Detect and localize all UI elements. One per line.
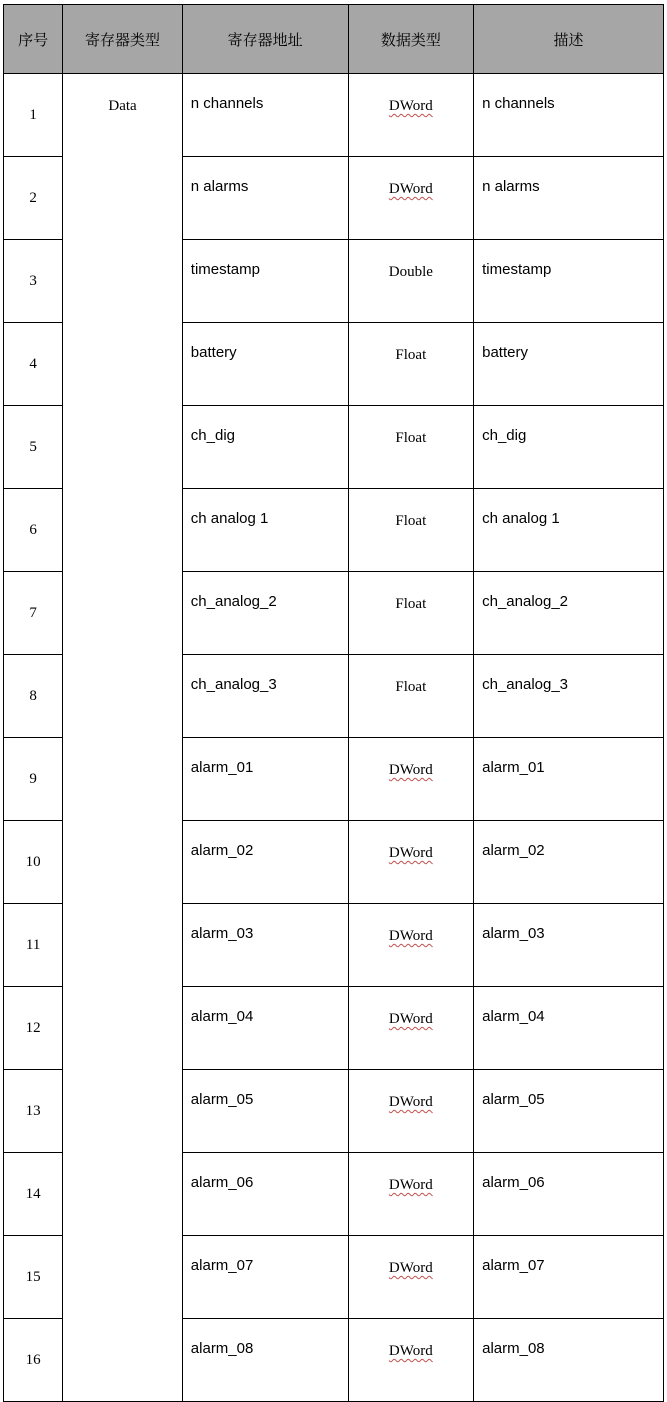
- table-header: [4, 5, 664, 74]
- cell-data-type: [348, 240, 474, 323]
- cell-register-address: alarm_04: [182, 987, 348, 1070]
- cell-register-address: alarm_07: [182, 1236, 348, 1319]
- cell-data-type: [348, 821, 474, 904]
- cell-description: ch_analog_2: [474, 572, 664, 655]
- cell-description: ch_dig: [474, 406, 664, 489]
- cell-register-address: alarm_05: [182, 1070, 348, 1153]
- data-type-text: Double: [388, 264, 433, 280]
- cell-register-address: battery: [182, 323, 348, 406]
- cell-description: alarm_04: [474, 987, 664, 1070]
- cell-register-address: ch_analog_2: [182, 572, 348, 655]
- data-type-text: Float: [395, 679, 427, 695]
- cell-register-address: timestamp: [182, 240, 348, 323]
- cell-data-type: [348, 157, 474, 240]
- data-type-text: DWord: [388, 98, 433, 114]
- data-type-text: DWord: [388, 1177, 433, 1193]
- header-reg-addr: 寄存器地址: [182, 5, 348, 74]
- data-type-text: DWord: [388, 762, 433, 778]
- cell-data-type: [348, 323, 474, 406]
- cell-seq: 1: [4, 74, 63, 157]
- cell-description: alarm_01: [474, 738, 664, 821]
- cell-seq: 7: [4, 572, 63, 655]
- cell-seq: 13: [4, 1070, 63, 1153]
- cell-data-type: [348, 1319, 474, 1402]
- cell-seq: 15: [4, 1236, 63, 1319]
- cell-description: ch analog 1: [474, 489, 664, 572]
- cell-seq: 2: [4, 157, 63, 240]
- cell-register-address: n channels: [182, 74, 348, 157]
- cell-data-type: [348, 74, 474, 157]
- cell-description: alarm_06: [474, 1153, 664, 1236]
- cell-register-address: ch_dig: [182, 406, 348, 489]
- cell-description: alarm_03: [474, 904, 664, 987]
- cell-seq: 3: [4, 240, 63, 323]
- cell-register-address: alarm_08: [182, 1319, 348, 1402]
- cell-seq: 16: [4, 1319, 63, 1402]
- cell-seq: 11: [4, 904, 63, 987]
- cell-register-type: Data: [63, 74, 183, 1402]
- data-type-text: DWord: [388, 181, 433, 197]
- register-table: [3, 4, 664, 1402]
- cell-register-address: n alarms: [182, 157, 348, 240]
- cell-description: alarm_08: [474, 1319, 664, 1402]
- cell-register-address: alarm_02: [182, 821, 348, 904]
- cell-seq: 9: [4, 738, 63, 821]
- cell-description: alarm_07: [474, 1236, 664, 1319]
- data-type-text: Float: [395, 347, 427, 363]
- cell-seq: 8: [4, 655, 63, 738]
- cell-description: ch_analog_3: [474, 655, 664, 738]
- cell-description: timestamp: [474, 240, 664, 323]
- cell-data-type: [348, 904, 474, 987]
- data-type-text: DWord: [388, 1094, 433, 1110]
- cell-description: alarm_05: [474, 1070, 664, 1153]
- data-type-text: DWord: [388, 1260, 433, 1276]
- data-type-text: DWord: [388, 928, 433, 944]
- header-description: 描述: [474, 5, 664, 74]
- cell-seq: 14: [4, 1153, 63, 1236]
- cell-data-type: [348, 406, 474, 489]
- table-row: [4, 74, 664, 157]
- cell-description: n channels: [474, 74, 664, 157]
- header-reg-type: 寄存器类型: [63, 5, 183, 74]
- cell-description: battery: [474, 323, 664, 406]
- cell-register-address: alarm_01: [182, 738, 348, 821]
- cell-data-type: [348, 1070, 474, 1153]
- cell-data-type: [348, 489, 474, 572]
- cell-description: alarm_02: [474, 821, 664, 904]
- cell-register-address: ch_analog_3: [182, 655, 348, 738]
- data-type-text: DWord: [388, 1011, 433, 1027]
- data-type-text: Float: [395, 596, 427, 612]
- cell-register-address: ch analog 1: [182, 489, 348, 572]
- header-data-type: 数据类型: [348, 5, 474, 74]
- cell-seq: 5: [4, 406, 63, 489]
- header-row: [4, 5, 664, 74]
- cell-seq: 4: [4, 323, 63, 406]
- cell-register-address: alarm_03: [182, 904, 348, 987]
- data-type-text: Float: [395, 430, 427, 446]
- data-type-text: Float: [395, 513, 427, 529]
- cell-data-type: [348, 572, 474, 655]
- header-seq: 序号: [4, 5, 63, 74]
- data-type-text: DWord: [388, 1343, 433, 1359]
- cell-data-type: [348, 1236, 474, 1319]
- cell-seq: 6: [4, 489, 63, 572]
- cell-seq: 12: [4, 987, 63, 1070]
- cell-data-type: [348, 987, 474, 1070]
- cell-description: n alarms: [474, 157, 664, 240]
- cell-register-address: alarm_06: [182, 1153, 348, 1236]
- cell-data-type: [348, 738, 474, 821]
- table-body: [4, 74, 664, 1402]
- cell-seq: 10: [4, 821, 63, 904]
- cell-data-type: [348, 655, 474, 738]
- cell-data-type: [348, 1153, 474, 1236]
- data-type-text: DWord: [388, 845, 433, 861]
